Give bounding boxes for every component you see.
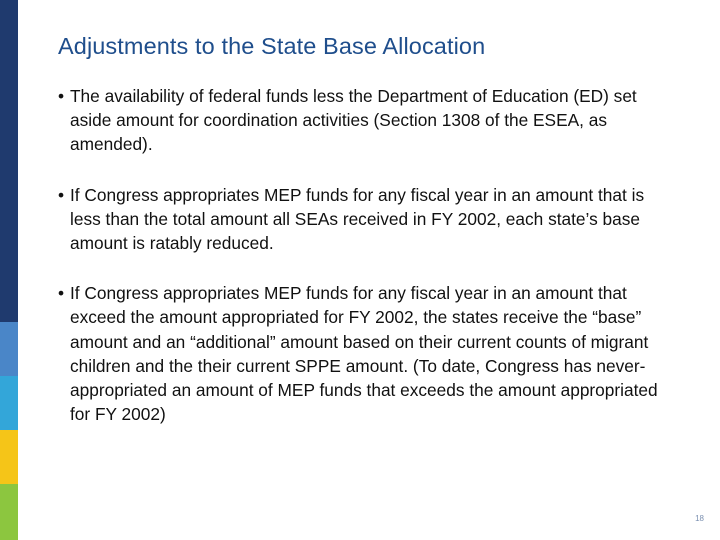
- bullet-list: [58, 84, 670, 452]
- bullet-item-3: [58, 281, 670, 426]
- bullet-text-1: The availability of federal funds less the Department of Education (ED) set aside amount for coordination activities (Section 1308 of the ESEA, as amended).: [70, 86, 637, 155]
- side-bar-blue-segment: [0, 322, 18, 376]
- bullet-item-1: [58, 84, 670, 157]
- side-bar-green-segment: [0, 484, 18, 540]
- bullet-text-2: If Congress appropriates MEP funds for any fiscal year in an amount that is less than the total amount all SEAs received in FY 2002, each state’s base amount is ratably reduced.: [70, 184, 645, 254]
- side-bar-navy-segment: [0, 0, 18, 322]
- bullet-item-2: [58, 183, 670, 256]
- slide-title: Adjustments to the State Base Allocation: [58, 33, 486, 59]
- bullet-marker: •: [58, 86, 65, 106]
- side-bar-yellow-segment: [0, 430, 18, 484]
- bullet-text-3: If Congress appropriates MEP funds for any fiscal year in an amount that exceed the amount appropriated for FY 2002, the states receive the “base” amount and an “additional” amount based on their current counts of migrant children and the their current SPPE amount. (To date, Congress has never-appropriated an amount of MEP funds that exceeds the amount appropriated for FY 2002): [70, 283, 658, 425]
- side-bar-cyan-segment: [0, 376, 18, 430]
- page-number: 18: [695, 514, 704, 523]
- bullet-marker: •: [58, 283, 65, 304]
- side-color-bar: [0, 0, 18, 540]
- bullet-marker: •: [58, 184, 65, 205]
